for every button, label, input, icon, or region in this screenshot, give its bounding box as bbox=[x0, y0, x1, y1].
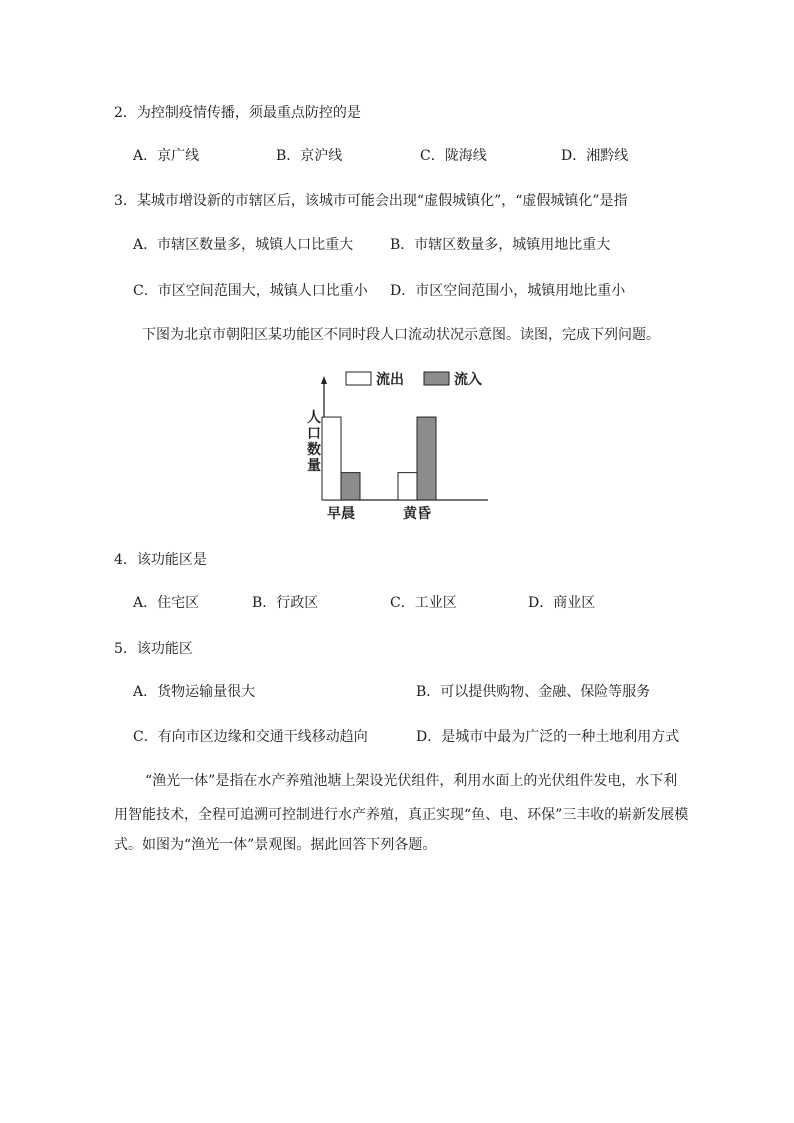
population-flow-chart bbox=[300, 366, 500, 524]
legend-swatch-流出 bbox=[346, 372, 371, 385]
bar-流入-早晨 bbox=[341, 473, 360, 500]
legend-swatch-流入 bbox=[424, 372, 449, 385]
question-5-stem: 5．该功能区 bbox=[114, 641, 193, 657]
question-2-option-c: C．陇海线 bbox=[420, 148, 487, 164]
legend-label: 流入 bbox=[454, 372, 482, 388]
question-5-option-b: B．可以提供购物、金融、保险等服务 bbox=[416, 684, 651, 700]
question-2-option-b: B．京沪线 bbox=[276, 148, 343, 164]
question-3-stem: 3．某城市增设新的市辖区后，该城市可能会出现“虚假城镇化”，“虚假城镇化”是指 bbox=[114, 193, 628, 209]
question-4-option-c: C．工业区 bbox=[390, 595, 457, 611]
x-tick-label: 早晨 bbox=[327, 506, 355, 522]
question-4-stem: 4．该功能区是 bbox=[114, 552, 207, 568]
x-tick-label: 黄昏 bbox=[403, 506, 431, 522]
fishery-solar-intro-line2: 用智能技术，全程可追溯可控制进行水产养殖，真正实现“鱼、电、环保”三丰收的崭新发展模 bbox=[114, 807, 689, 823]
question-2-option-d: D．湘黔线 bbox=[561, 148, 629, 164]
question-3-option-a: A．市辖区数量多，城镇人口比重大 bbox=[133, 237, 354, 253]
question-5-option-c: C．有向市区边缘和交通干线移动趋向 bbox=[133, 729, 368, 745]
question-3-option-b: B．市辖区数量多，城镇用地比重大 bbox=[390, 237, 611, 253]
question-2-stem: 2．为控制疫情传播，须最重点防控的是 bbox=[114, 105, 361, 121]
legend-label: 流出 bbox=[376, 372, 404, 388]
y-axis-label: 人口数量 bbox=[307, 410, 321, 474]
bar-流出-黄昏 bbox=[398, 473, 417, 500]
chart-intro: 下图为北京市朝阳区某功能区不同时段人口流动状况示意图。读图，完成下列问题。 bbox=[142, 327, 660, 343]
bar-流出-早晨 bbox=[322, 417, 341, 500]
question-4-option-a: A．住宅区 bbox=[133, 595, 200, 611]
question-5-option-a: A．货物运输量很大 bbox=[133, 684, 256, 700]
y-axis-arrow bbox=[321, 376, 327, 384]
question-4-option-b: B．行政区 bbox=[252, 595, 319, 611]
question-5-option-d: D．是城市中最为广泛的一种土地利用方式 bbox=[416, 729, 680, 745]
question-3-option-c: C．市区空间范围大，城镇人口比重小 bbox=[133, 283, 368, 299]
question-2-option-a: A．京广线 bbox=[133, 148, 200, 164]
fishery-solar-intro-line1: “渔光一体”是指在水产养殖池塘上架设光伏组件，利用水面上的光伏组件发电，水下利 bbox=[145, 773, 678, 789]
fishery-solar-intro-line3: 式。如图为“渔光一体”景观图。据此回答下列各题。 bbox=[114, 837, 437, 853]
bar-流入-黄昏 bbox=[417, 417, 436, 500]
question-3-option-d: D．市区空间范围小，城镇用地比重小 bbox=[390, 283, 626, 299]
question-4-option-d: D．商业区 bbox=[528, 595, 596, 611]
